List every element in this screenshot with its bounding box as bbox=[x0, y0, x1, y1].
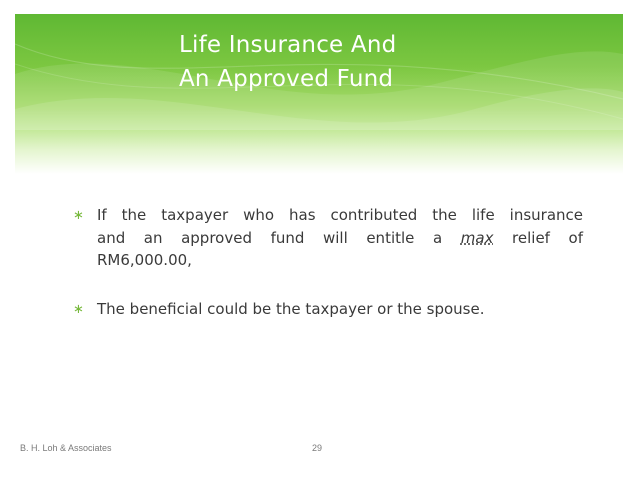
bullet-1-line-2: and an approved fund will entitle a max relief of bbox=[97, 228, 583, 247]
bullet-star-icon: ∗ bbox=[73, 208, 84, 223]
bullet-star-icon: ∗ bbox=[73, 301, 84, 317]
title-band bbox=[15, 14, 623, 130]
page-number: 29 bbox=[312, 443, 323, 453]
bullet-item-1 bbox=[73, 204, 583, 272]
max-emphasis: max bbox=[460, 228, 494, 247]
slide-title-line-1: Life Insurance And bbox=[179, 32, 397, 58]
bullet-1-line-1: If the taxpayer who has contributed the life insurance bbox=[97, 206, 583, 224]
bullet-1-line-3: RM6,000.00, bbox=[97, 251, 192, 269]
slide-title bbox=[179, 28, 579, 96]
bullet-2-line-1: The beneficial could be the taxpayer or the spouse. bbox=[97, 299, 485, 318]
title-fade bbox=[15, 130, 623, 174]
bullet-list bbox=[73, 204, 583, 320]
bullet-item-2 bbox=[73, 298, 583, 321]
slide-title-line-2: An Approved Fund bbox=[179, 66, 394, 92]
footer-author: B. H. Loh & Associates bbox=[20, 443, 112, 453]
